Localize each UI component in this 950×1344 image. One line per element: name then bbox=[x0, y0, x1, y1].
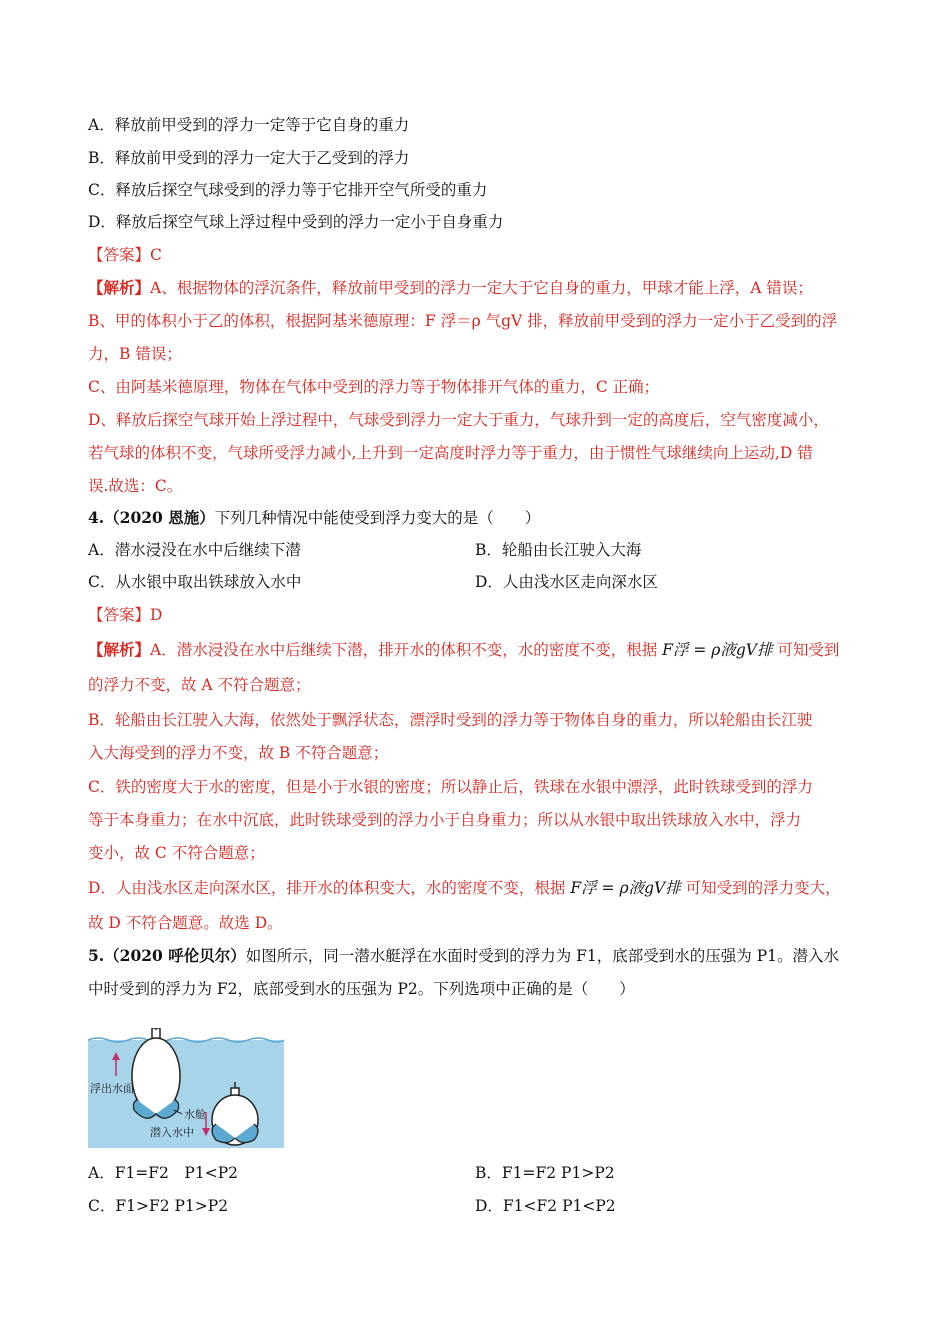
q4-option-c: C．从水银中取出铁球放入水中 bbox=[88, 573, 302, 591]
question-number: 4.（2020 恩施） bbox=[88, 508, 215, 527]
q3-option-b: B．释放前甲受到的浮力一定大于乙受到的浮力 bbox=[88, 149, 410, 167]
q3-analysis-line: D、释放后探空气球开始上浮过程中，气球受到浮力一定大于重力，气球升到一定的高度后，空气密度减小， bbox=[88, 411, 829, 429]
q3-analysis-line: C、由阿基米德原理，物体在气体中受到的浮力等于物体排开气体的重力，C 正确； bbox=[88, 378, 660, 396]
q4-analysis-line: D．人由浅水区走向深水区，排开水的体积变大，水的密度不变，根据 F浮 = ρ液gV排 可知受到的浮力变大， bbox=[88, 879, 841, 897]
figure-label-surface: 浮出水面 bbox=[90, 1082, 134, 1095]
q4-option-d: D．人由浅水区走向深水区 bbox=[475, 573, 658, 591]
q5-option-b: B．F1=F2 P1>P2 bbox=[475, 1164, 615, 1182]
analysis-tag: 【解析】 bbox=[88, 640, 151, 659]
analysis-text: A、根据物体的浮沉条件，释放前甲受到的浮力一定大于它自身的重力，甲球才能上浮，A 错误； bbox=[150, 279, 813, 297]
submarine-figure bbox=[88, 1028, 284, 1148]
q4-analysis-line: 故 D 不符合题意。故选 D。 bbox=[88, 914, 283, 932]
q4-analysis-line: C．铁的密度大于水的密度，但是小于水银的密度；所以静止后，铁球在水银中漂浮，此时铁球受到的浮力 bbox=[88, 778, 813, 796]
analysis-tag: 【解析】 bbox=[88, 278, 151, 297]
q3-analysis-line bbox=[88, 278, 813, 298]
q3-option-a: A．释放前甲受到的浮力一定等于它自身的重力 bbox=[88, 116, 410, 134]
q5-option-d: D．F1<F2 P1<P2 bbox=[475, 1197, 616, 1215]
q3-analysis-line: 力，B 错误； bbox=[88, 345, 182, 363]
q5-option-c: C．F1>F2 P1>P2 bbox=[88, 1197, 229, 1215]
q5-stem-line2: 中时受到的浮力为 F2，底部受到水的压强为 P2。下列选项中正确的是（ ） bbox=[88, 980, 635, 998]
q4-answer: 【答案】D bbox=[88, 606, 163, 624]
q3-option-c: C．释放后探空气球受到的浮力等于它排开空气所受的重力 bbox=[88, 181, 488, 199]
q4-stem bbox=[88, 508, 540, 528]
q3-analysis-line: 若气球的体积不变，气球所受浮力减小,上升到一定高度时浮力等于重力，由于惯性气球继续向上运动,D 错 bbox=[88, 444, 813, 462]
q4-option-a: A．潜水浸没在水中后继续下潜 bbox=[88, 541, 301, 559]
figure-label-tank: 水舱 bbox=[184, 1108, 206, 1121]
q5-stem bbox=[88, 946, 839, 966]
q4-option-b: B．轮船由长江驶入大海 bbox=[475, 541, 642, 559]
q3-analysis-line: 误.故选：C。 bbox=[88, 477, 183, 495]
q3-option-d: D．释放后探空气球上浮过程中受到的浮力一定小于自身重力 bbox=[88, 213, 504, 231]
buoyancy-formula: F浮 = ρ液gV排 bbox=[570, 879, 681, 897]
q3-analysis-line: B、甲的体积小于乙的体积，根据阿基米德原理：F 浮＝ρ 气gV 排，释放前甲受到的浮力一定小于乙受到的浮 bbox=[88, 312, 838, 330]
question-text: 如图所示，同一潜水艇浮在水面时受到的浮力为 F1，底部受到水的压强为 P1。潜入水 bbox=[245, 947, 839, 965]
q5-option-a: A．F1=F2 P1<P2 bbox=[88, 1164, 238, 1182]
figure-label-submerged: 潜入水中 bbox=[150, 1126, 194, 1139]
question-text: 下列几种情况中能使受到浮力变大的是（ ） bbox=[214, 509, 541, 527]
q4-analysis-line: 入大海受到的浮力不变，故 B 不符合题意； bbox=[88, 744, 389, 762]
question-number: 5.（2020 呼伦贝尔） bbox=[88, 946, 246, 965]
q4-analysis-line: 【解析】A．潜水浸没在水中后继续下潜，排开水的体积不变，水的密度不变，根据 F浮 = ρ液gV排 可知受到 bbox=[88, 640, 840, 659]
q4-analysis-line: 等于本身重力；在水中沉底，此时铁球受到的浮力小于自身重力；所以从水银中取出铁球放入水中，浮力 bbox=[88, 811, 802, 829]
q4-analysis-line: B．轮船由长江驶入大海，依然处于飘浮状态，漂浮时受到的浮力等于物体自身的重力，所以轮船由长江驶 bbox=[88, 711, 813, 729]
q3-answer: 【答案】C bbox=[88, 246, 162, 264]
q4-analysis-line: 的浮力不变，故 A 不符合题意； bbox=[88, 676, 311, 694]
buoyancy-formula: F浮 = ρ液gV排 bbox=[662, 641, 773, 659]
q4-analysis-line: 变小，故 C 不符合题意； bbox=[88, 844, 265, 862]
